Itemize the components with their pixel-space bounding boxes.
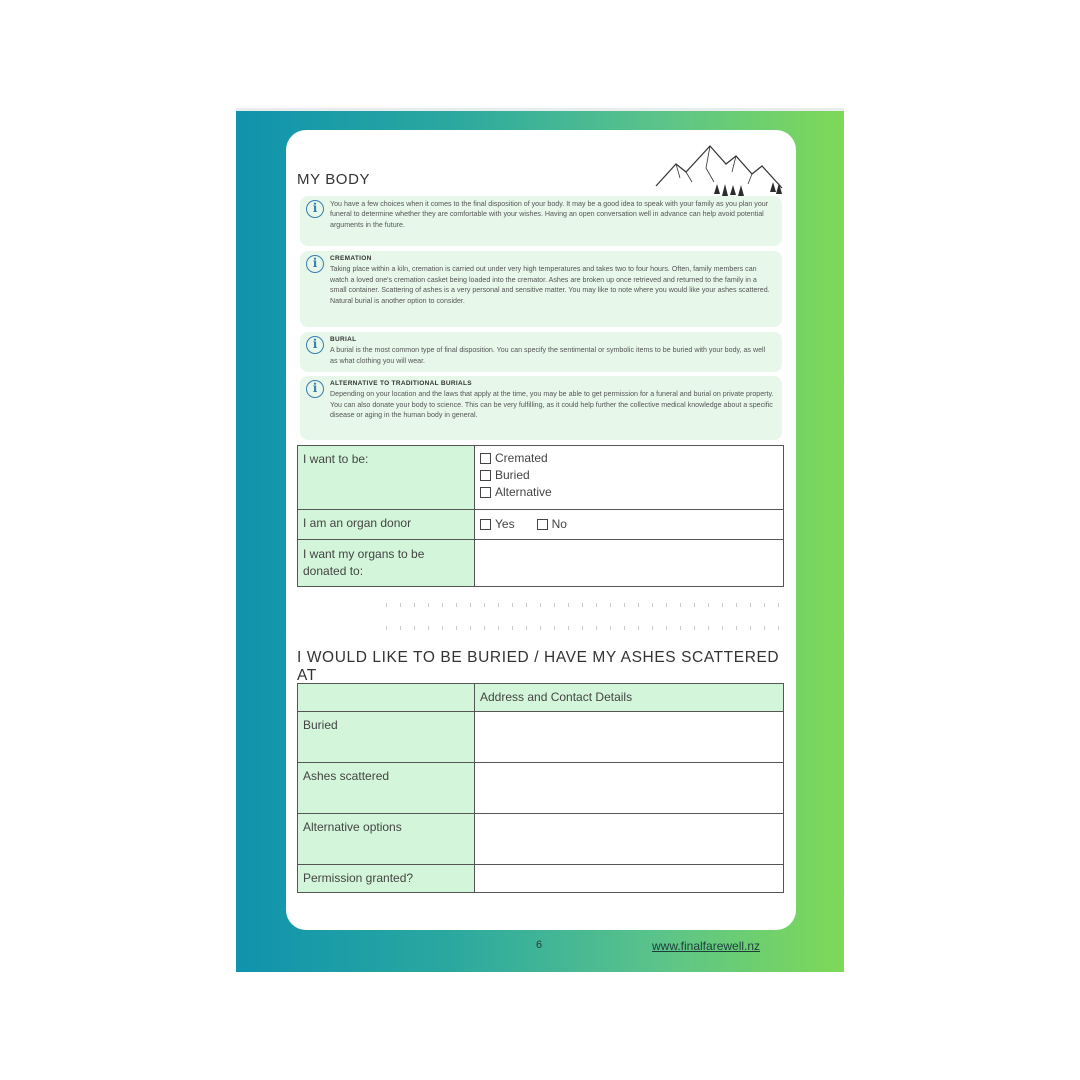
donate-to-label: I want my organs to be donated to: (298, 540, 475, 587)
option-yes[interactable] (480, 516, 515, 533)
info-circle-icon: i (306, 380, 324, 398)
permission-field[interactable] (475, 865, 784, 893)
info-title: CREMATION (330, 255, 372, 262)
organ-donor-label: I am an organ donor (298, 510, 475, 540)
info-text: You have a few choices when it comes to the final disposition of your body. It may be a good idea to speak with your family as you plan your funeral to determine whether they are comfortable with your wishes. Having an open conversation well in advance can help avoid potential arguments in the future. (330, 200, 769, 229)
info-title: ALTERNATIVE TO TRADITIONAL BURIALS (330, 380, 472, 387)
buried-field[interactable] (475, 712, 784, 763)
alternative-field[interactable] (475, 814, 784, 865)
row-label-buried: Buried (298, 712, 475, 763)
disposition-form (297, 445, 784, 587)
option-no[interactable] (537, 516, 567, 533)
info-circle-icon: i (306, 200, 324, 218)
info-text: Taking place within a kiln, cremation is carried out under very high temperatures and takes two to four hours. Often, family members can watch a loved one's cremation casket being loaded into the cremator. Ashes are broken up once retrieved and returned to the family in a small container. Scattering of ashes is a very personal and sensitive matter. You may like to note where you would like your ashes scattered. Natural burial is another option to consider. (330, 265, 770, 305)
info-block-alternative (300, 376, 782, 440)
address-header: Address and Contact Details (475, 684, 784, 712)
info-block-cremation (300, 251, 782, 327)
section-title-my-body: MY BODY (297, 171, 371, 188)
want-to-be-options (475, 446, 784, 510)
checkbox[interactable] (480, 470, 491, 481)
mountain-icon (652, 142, 786, 200)
option-label: Buried (495, 468, 530, 482)
ashes-field[interactable] (475, 763, 784, 814)
organ-donor-options (475, 510, 784, 540)
info-text: A burial is the most common type of final disposition. You can specify the sentimental or symbolic items to be buried with your body, as well as what clothing you will wear. (330, 346, 766, 365)
info-circle-icon: i (306, 336, 324, 354)
section-title-buried: I WOULD LIKE TO BE BURIED / HAVE MY ASHES SCATTERED AT (297, 649, 780, 684)
option-label: Yes (495, 517, 515, 531)
info-block-burial (300, 332, 782, 372)
option-cremated[interactable] (480, 450, 778, 467)
option-buried[interactable] (480, 467, 778, 484)
location-form (297, 683, 784, 893)
checkbox[interactable] (480, 453, 491, 464)
content-card (286, 130, 796, 930)
row-label-alternative: Alternative options (298, 814, 475, 865)
option-label: No (551, 517, 567, 531)
row-label-ashes: Ashes scattered (298, 763, 475, 814)
info-block-intro (300, 196, 782, 246)
checkbox[interactable] (480, 519, 491, 530)
page-number: 6 (536, 939, 543, 951)
checkbox[interactable] (480, 487, 491, 498)
faint-divider (386, 603, 786, 607)
checkbox[interactable] (537, 519, 548, 530)
faint-divider (386, 626, 786, 630)
info-title: BURIAL (330, 336, 357, 343)
website-link[interactable]: www.finalfarewell.nz (652, 939, 761, 953)
option-label: Cremated (495, 451, 548, 465)
info-circle-icon: i (306, 255, 324, 273)
donate-to-field[interactable] (475, 540, 784, 587)
option-label: Alternative (495, 485, 552, 499)
corner-header-cell (298, 684, 475, 712)
info-text: Depending on your location and the laws that apply at the time, you may be able to get permission for a funeral and burial on private property. You can also donate your body to science. This can be very fulfilling, as it could help further the collective medical knowledge about a specific disease or aging in the human body in general. (330, 390, 774, 420)
option-alternative[interactable] (480, 484, 778, 501)
row-label-permission: Permission granted? (298, 865, 475, 893)
want-to-be-label: I want to be: (298, 446, 475, 510)
page (236, 111, 844, 972)
